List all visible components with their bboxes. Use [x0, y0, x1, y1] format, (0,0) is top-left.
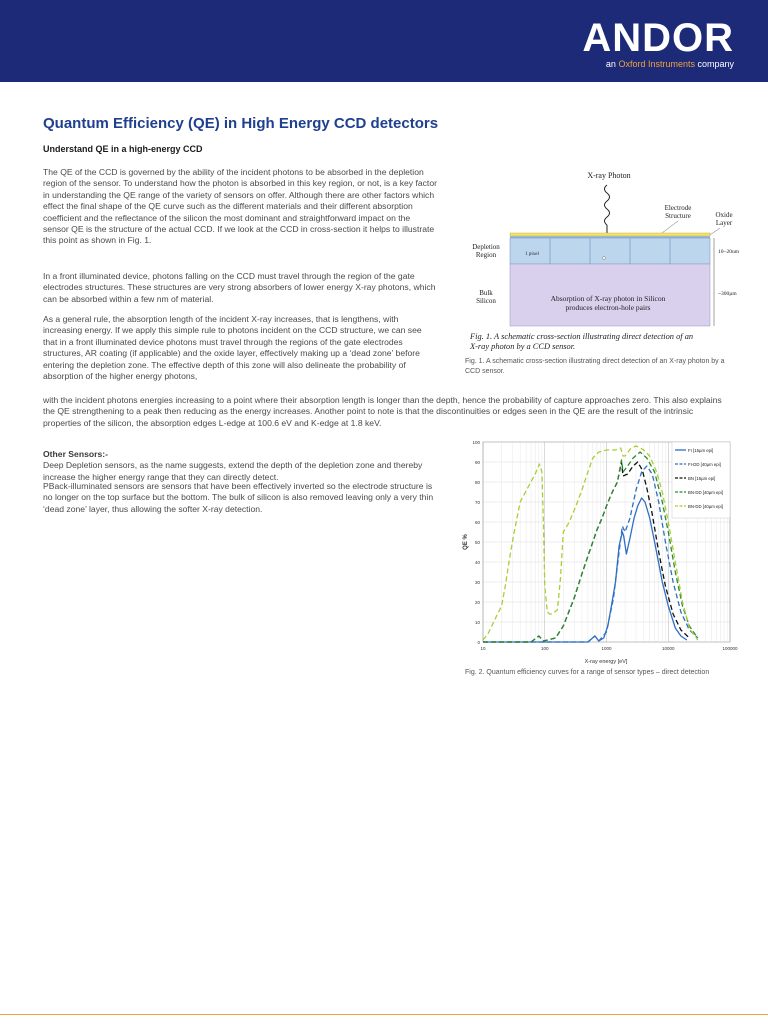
section-subheading: Understand QE in a high-energy CCD [43, 144, 203, 154]
logo-tagline [582, 58, 734, 70]
footer-divider [0, 1014, 768, 1015]
electron-hole-dot [603, 257, 606, 260]
legend-label: FI [15µm epi] [688, 447, 714, 453]
depletion-label-2: Region [475, 251, 497, 259]
andor-logo [582, 18, 734, 70]
depth-top-label: 10~20um [718, 249, 740, 255]
paragraph-other-sensors [43, 449, 441, 483]
oxide-label-2: Layer [715, 219, 733, 227]
x-axis-label: X-ray energy [eV] [584, 659, 628, 665]
y-tick-label: 60 [474, 520, 480, 525]
y-tick-label: 80 [474, 480, 480, 485]
header-bar [0, 0, 768, 82]
y-tick-label: 0 [477, 640, 480, 645]
bulk-label-1: Bulk [479, 289, 493, 297]
y-tick-label: 90 [474, 460, 480, 465]
absorption-label-1: Absorption of X-ray photon in Silicon [550, 294, 666, 303]
y-tick-label: 100 [472, 440, 480, 445]
legend-label: FI-DD [40µm epi] [688, 461, 721, 467]
ccd-cross-section-diagram [462, 165, 752, 355]
y-tick-label: 50 [474, 540, 480, 545]
xray-wave-path [605, 185, 610, 225]
x-tick-label: 100 [540, 646, 549, 651]
y-axis-label: QE % [463, 534, 469, 550]
figure1-caption: Fig. 1. A schematic cross-section illustrating direct detection of an X-ray photon by a CCD sensor. [465, 358, 725, 375]
tagline-prefix: an [605, 59, 619, 69]
paragraph-back-illuminated: PBack-illuminated sensors are sensors that have been effectively inverted so the electrode structure is no longer on the top surface but the bottom. The bulk of silicon is also removed leaving only a very thin ‘dead zone’ layer, thus allowing the softer X-ray detection. [43, 481, 434, 514]
x-tick-label: 10 [480, 646, 486, 651]
page-title: Quantum Efficiency (QE) in High Energy CCD detectors [43, 115, 439, 132]
electrode-label-2: Structure [665, 212, 691, 220]
y-tick-label: 40 [474, 560, 480, 565]
figure2-caption: Fig. 2. Quantum efficiency curves for a range of sensor types – direct detection [465, 669, 710, 676]
y-tick-label: 20 [474, 600, 480, 605]
bulk-label-2: Silicon [476, 297, 496, 305]
oxide-layer [510, 236, 710, 238]
paragraph-absorption-rule: As a general rule, the absorption length of the incident X-ray increases, that is lengthens, with increasing energy. If we apply this simple rule to photons incident on the CCD structure, we can see that in a front illuminated device photons must travel through the regions of the gate electrodes structures, AR coating (if applicable) and the oxide layer, effectively making up a ‘dead zone’ before entering the depletion zone. The effective depth of this zone will also delineate the probability of absorption of the higher energy photons, [43, 314, 422, 382]
figure1-italic-caption-2: X-ray photon by a CCD sensor. [470, 342, 576, 351]
pixel-label: 1 pixel [525, 252, 539, 257]
paragraph-absorption-depth: with the incident photons energies increasing to a point where their absorption length is longer than the depth, hence the probability of capture approaches zero. This also explains the QE strengthening to a peak then reducing as the energy increases. Another point to note is that the discontinuities or edges seen in the QE are the result of the intrinsic properties of the silicon, the absorption edges L-edge at 100.6 eV and K-edge at 1.8 keV. [43, 395, 722, 428]
paragraph-qe-overview: The QE of the CCD is governed by the ability of the incident photons to be absorbed in the depletion region of the sensor. To understand how the photon is absorbed in this key region, or not, is a key factor in understanding the QE range of the variety of sensors on offer. Although there are other factors which effect the final shape of the QE curve such as the different materials and their different absorption coefficient and the reflectance of the silicon the most dominant and straightforward impact on the sensor QE is the structure of the actual CCD. If we look at the CCD in cross-section it helps to illustrate this point as shown in Fig. 1. [43, 167, 437, 246]
tagline-highlight: Oxford Instruments [618, 59, 695, 69]
legend-label: BN-DD [40µm epi] [688, 503, 723, 509]
y-tick-label: 10 [474, 620, 480, 625]
deep-depletion-text: Deep Depletion sensors, as the name suggests, extend the depth of the depletion zone and thereby increase the higher energy range that they can directly detect. [43, 460, 423, 482]
qe-chart [462, 436, 758, 668]
electrode-layer [510, 233, 710, 236]
y-tick-label: 70 [474, 500, 480, 505]
depth-bottom-label: ~300µm [718, 291, 737, 297]
electrode-leader-line [662, 221, 678, 233]
legend-label: BN-DD [40µm epi] [688, 489, 723, 495]
legend-label: BN [15µm epi] [688, 475, 716, 481]
oxide-label-1: Oxide [715, 211, 733, 219]
tagline-suffix: company [694, 59, 734, 69]
depletion-label-1: Depletion [472, 243, 500, 251]
other-sensors-heading: Other Sensors:- [43, 449, 108, 459]
x-tick-label: 10000 [661, 646, 675, 651]
depletion-region [510, 238, 710, 264]
absorption-label-2: produces electron-hole pairs [565, 303, 651, 312]
figure1-italic-caption-1: Fig. 1. A schematic cross-section illustrating direct detection of an [470, 332, 694, 341]
electrode-label-1: Electrode [664, 204, 692, 212]
xray-photon-label: X-ray Photon [587, 171, 631, 180]
paragraph-front-illuminated: In a front illuminated device, photons falling on the CCD must travel through the region of the gate electrodes structures. These structures are very strong absorbers of lower energy X-ray photons, which can be absorbed within a few nm of material. [43, 271, 436, 304]
x-tick-label: 100000 [722, 646, 738, 651]
x-tick-label: 1000 [601, 646, 612, 651]
y-tick-label: 30 [474, 580, 480, 585]
logo-wordmark: ANDOR [582, 16, 734, 60]
